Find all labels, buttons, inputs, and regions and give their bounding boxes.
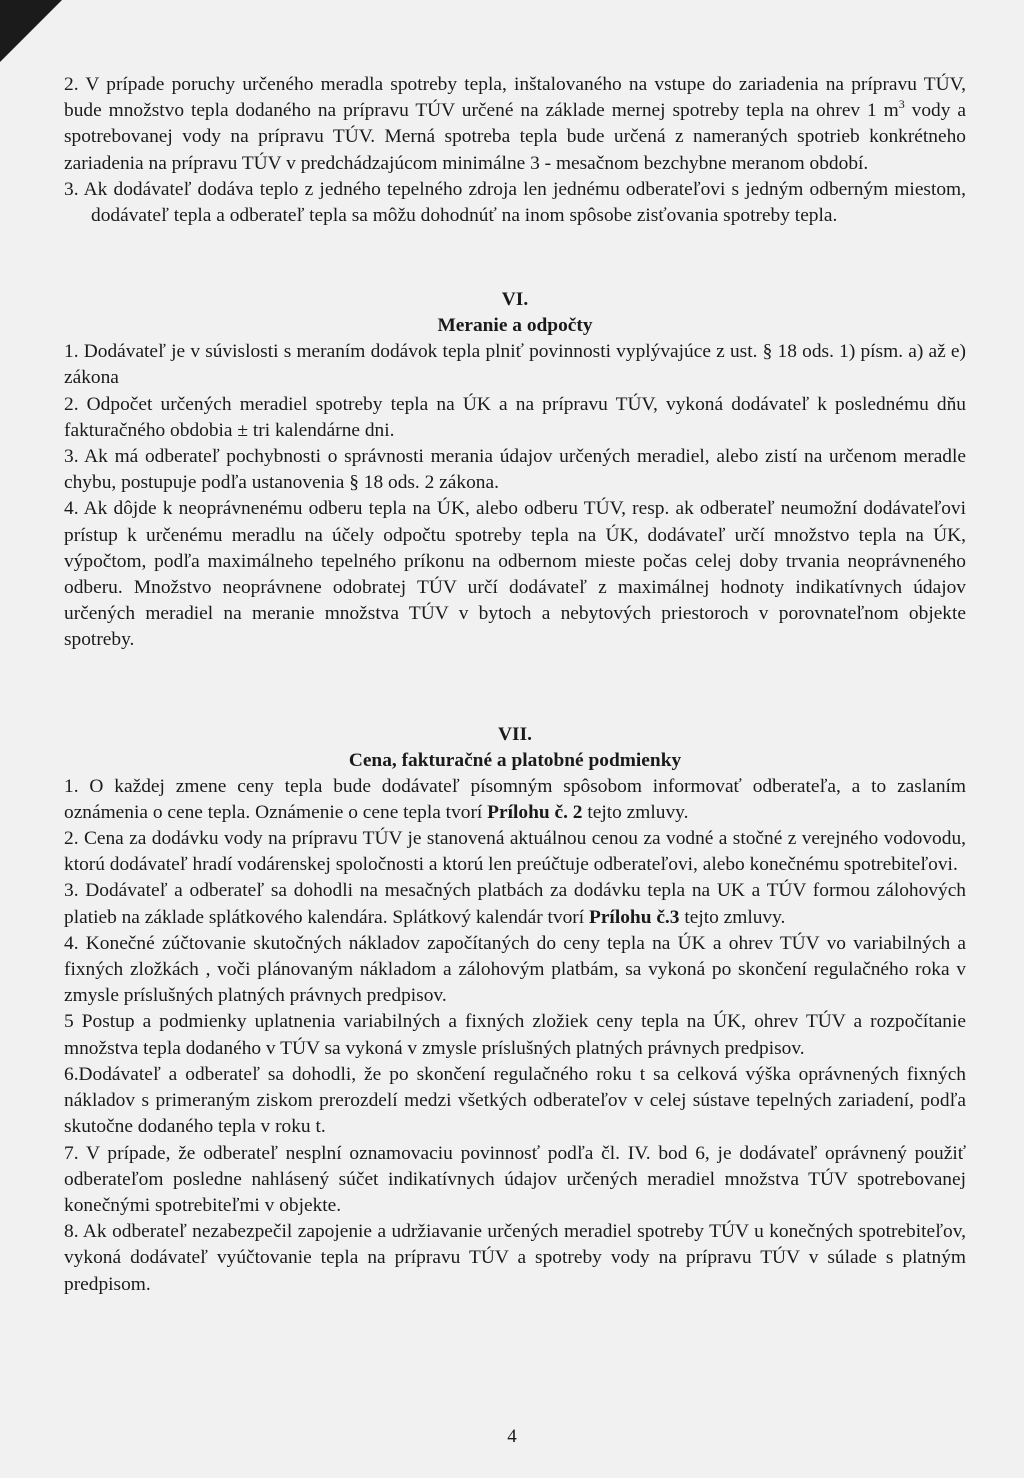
section-7-number: VII. — [498, 723, 532, 745]
section-7-item: 5 Postup a podmienky uplatnenia variabilných a fixných zložiek ceny tepla na ÚK, ohrev TÚV a rozpočítanie množstva tepla dodaného v TÚV sa vykoná v zmysle príslušných platných právnych predpisov. — [64, 1011, 966, 1059]
section-6-item: 4. Ak dôjde k neoprávnenému odberu tepla na ÚK, alebo odberu TÚV, resp. ak odberateľ neumožní dodávateľovi prístup k určenému meradlu na účely odpočtu spotreby tepla na ÚK, dodávateľ určí množstvo tepla na ÚK, výpočtom, podľa maximálneho tepelného príkonu na odbernom mieste počas celej doby trvania neoprávneného odberu. Množstvo neoprávnene odobratej TÚV určí dodávateľ z maximálnej hodnoty indikatívnych údajov určených meradiel na meranie množstva TÚV v bytoch a nebytových priestoroch v porovnateľnom objekte spotreby. — [64, 498, 966, 651]
item-text: tejto zmluvy. — [582, 801, 689, 823]
section-6-item: 1. Dodávateľ je v súvislosti s meraním dodávok tepla plniť povinnosti vyplývajúce z ust. § 18 ods. 1) písm. a) až e) zákona — [64, 341, 966, 389]
section-7-item-1 — [64, 774, 966, 826]
section-6-number: VI. — [501, 289, 529, 311]
item-text: 3. Dodávateľ a odberateľ sa dohodli na mesačných platbách za dodávku tepla na UK a TÚV formou zálohových platieb na základe splátkového kalendára. Splátkový kalendár tvorí — [64, 880, 966, 928]
attachment-ref: Prílohu č.3 — [588, 906, 680, 928]
paragraph-2-text: 2. V prípade poruchy určeného meradla spotreby tepla, inštalovaného na vstupe do zariadenia na prípravu TÚV, bude množstvo tepla dodaného na prípravu TÚV určené na základe mernej spotreby tepla na ohrev 1 m — [64, 74, 966, 122]
section-6-item: 2. Odpočet určených meradiel spotreby tepla na ÚK a na prípravu TÚV, vykoná dodávateľ k poslednému dňu fakturačného obdobia ± tri kalendárne dni. — [64, 393, 966, 441]
section-7-title: Cena, fakturačné a platobné podmienky — [348, 749, 682, 771]
section-7-item: 7. V prípade, že odberateľ nesplní oznamovaciu povinnosť podľa čl. IV. bod 6, je dodávateľ oprávnený použiť odberateľom posledne nahlásený súčet indikatívnych údajov určených meradiel množstva TÚV spotrebovanej konečnými spotrebiteľmi v objekte. — [64, 1142, 966, 1216]
superscript: 3 — [898, 97, 905, 112]
item-text: 1. O každej zmene ceny tepla bude dodávateľ písomným spôsobom informovať odberateľa, a to zaslaním oznámenia o cene tepla. Oznámenie o cene tepla tvorí — [64, 775, 966, 823]
section-6-item: 3. Ak má odberateľ pochybnosti o správnosti merania údajov určených meradiel, alebo zistí na určenom meradle chybu, postupuje podľa ustanovenia § 18 ods. 2 zákona. — [64, 446, 966, 494]
section-6-title: Meranie a odpočty — [437, 315, 593, 337]
section-7-item-2: 2. Cena za dodávku vody na prípravu TÚV je stanovená aktuálnou cenou za vodné a stočné z verejného vodovodu, ktorú dodávateľ hradí vodárenskej spoločnosti a ktorú len preúčtuje odberateľovi, alebo konečnému spotrebiteľovi. — [64, 828, 966, 876]
attachment-ref: Prílohu č. 2 — [487, 801, 583, 823]
section-7-item: 8. Ak odberateľ nezabezpečil zapojenie a udržiavanie určených meradiel spotreby TÚV u konečných spotrebiteľov, vykoná dodávateľ vyúčtovanie tepla na prípravu TÚV a spotreby vody na prípravu TÚV v súlade s platným predpisom. — [64, 1221, 966, 1295]
item-text: tejto zmluvy. — [679, 906, 786, 928]
section-7-item: 6.Dodávateľ a odberateľ sa dohodli, že po skončení regulačného roku t sa celková výška oprávnených fixných nákladov s primeraným ziskom prerozdelí medzi všetkých odberateľov v celej sústave tepelných zariadení, podľa skutočne dodaného tepla v roku t. — [64, 1063, 966, 1138]
document-body — [64, 72, 966, 1298]
scan-corner-mark — [0, 0, 62, 62]
paragraph-3: 3. Ak dodávateľ dodáva teplo z jedného tepelného zdroja len jednému odberateľovi s jedným odberným miestom, dodávateľ tepla a odberateľ tepla sa môžu dohodnúť na inom spôsobe zisťovania spotreby tepla. — [64, 178, 966, 227]
page-number: 4 — [507, 1426, 517, 1447]
section-7-item: 4. Konečné zúčtovanie skutočných nákladov započítaných do ceny tepla na ÚK a ohrev TÚV vo variabilných a fixných zložkách , voči plánovaným nákladom a zálohovým platbám, sa vykoná po skončení regulačného roka v zmysle príslušných platných právnych predpisov. — [64, 932, 966, 1007]
paragraph-2 — [64, 72, 966, 177]
section-7-item-3 — [64, 878, 966, 930]
paragraph-2-rest: vody a spotrebovanej vody na prípravu TÚV. Merná spotreba tepla bude určená z nameraných spotrieb konkrétneho zariadenia na prípravu TÚV v predchádzajúcom minimálne 3 - mesačnom bezchybne meranom období. — [64, 100, 966, 174]
